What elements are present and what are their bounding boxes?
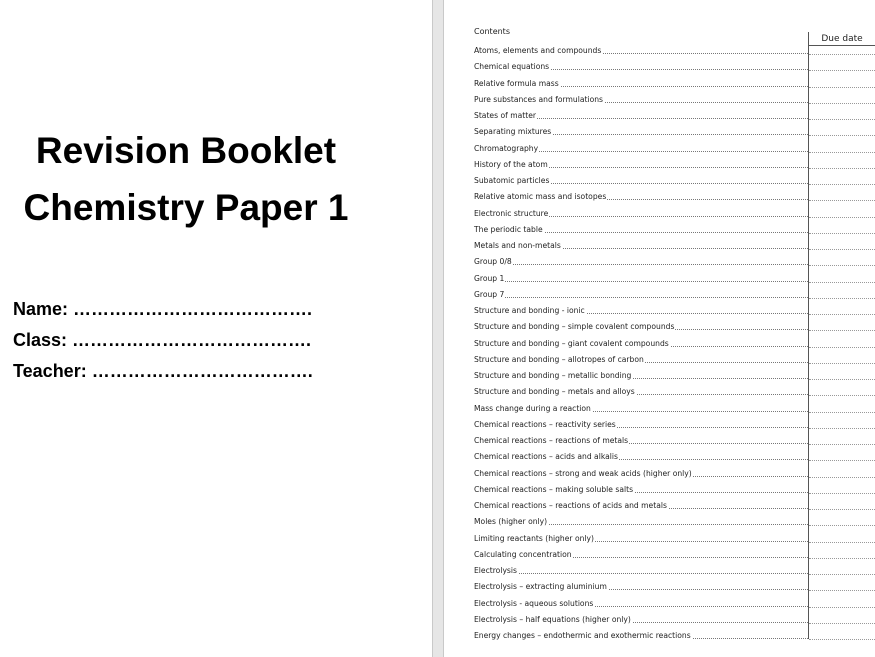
contents-item-label: Structure and bonding – simple covalent compounds	[474, 322, 675, 332]
contents-item-label: Chemical equations	[474, 62, 550, 72]
due-date-blank	[809, 168, 875, 169]
contents-item	[474, 290, 875, 300]
due-date-blank	[809, 525, 875, 526]
due-date-blank	[809, 119, 875, 120]
contents-item	[474, 436, 875, 446]
contents-item	[474, 225, 875, 235]
due-date-blank	[809, 103, 875, 104]
cover-title-line1: Revision Booklet	[35, 130, 337, 171]
due-date-blank	[809, 70, 875, 71]
due-date-blank	[809, 428, 875, 429]
contents-item-label: Moles (higher only)	[474, 517, 548, 527]
contents-item	[474, 599, 875, 609]
contents-item	[474, 469, 875, 479]
contents-item	[474, 274, 875, 284]
due-date-blank	[809, 379, 875, 380]
contents-item-label: Chemical reactions – reactions of acids and metals	[474, 501, 667, 510]
contents-item	[474, 452, 875, 462]
contents-item	[474, 144, 875, 154]
contents-item-label: Group 7	[474, 289, 505, 299]
teacher-field: Teacher: ……………………………….	[13, 361, 313, 381]
due-date-blank	[809, 460, 875, 461]
contents-item	[474, 631, 875, 641]
due-date-header: Due date	[808, 32, 875, 46]
due-date-blank	[809, 347, 875, 348]
due-date-blank	[809, 542, 875, 543]
contents-item-label: Chemical reactions – reactivity series	[474, 419, 616, 429]
due-date-blank	[809, 330, 875, 331]
contents-item	[474, 62, 875, 72]
due-date-blank	[809, 639, 875, 640]
due-date-blank	[809, 54, 875, 55]
dot-leader	[474, 297, 808, 298]
contents-item	[474, 111, 875, 121]
due-date-blank	[809, 135, 875, 136]
contents-item-label: Electrolysis – half equations (higher only)	[474, 614, 631, 624]
due-date-blank	[809, 314, 875, 315]
contents-item-label: Metals and non-metals	[474, 241, 561, 250]
contents-item	[474, 46, 875, 56]
contents-item-label: Limiting reactants (higher only)	[474, 533, 594, 543]
contents-item-label: States of matter	[474, 111, 537, 120]
contents-item-label: Energy changes – endothermic and exothermic reactions	[474, 631, 691, 640]
contents-item-label: Structure and bonding - ionic	[474, 306, 585, 315]
contents-item-label: Structure and bonding – metals and alloys	[474, 387, 635, 397]
contents-item	[474, 534, 875, 544]
contents-item-label: Chromatography	[474, 143, 539, 153]
due-date-blank	[809, 233, 875, 234]
contents-item-label: Subatomic particles	[474, 176, 550, 185]
cover-page	[0, 0, 432, 657]
contents-item-label: Atoms, elements and compounds	[474, 46, 602, 55]
contents-item	[474, 257, 875, 267]
due-date-blank	[809, 623, 875, 624]
due-date-blank	[809, 493, 875, 494]
contents-item	[474, 355, 875, 365]
contents-item	[474, 306, 875, 316]
due-date-blank	[809, 558, 875, 559]
contents-item	[474, 322, 875, 332]
due-date-blank	[809, 607, 875, 608]
contents-item	[474, 501, 875, 511]
contents-item-label: Electrolysis - aqueous solutions	[474, 598, 594, 608]
contents-heading: Contents	[474, 27, 510, 36]
class-field: Class: ………………………………….	[13, 330, 312, 350]
contents-item	[474, 371, 875, 381]
contents-item-label: Separating mixtures	[474, 127, 552, 137]
due-date-blank	[809, 444, 875, 445]
contents-item	[474, 241, 875, 251]
contents-item	[474, 209, 875, 219]
due-date-blank	[809, 217, 875, 218]
due-date-blank	[809, 249, 875, 250]
due-date-blank	[809, 590, 875, 591]
due-date-blank	[809, 298, 875, 299]
contents-item	[474, 387, 875, 397]
contents-item	[474, 404, 875, 414]
contents-item	[474, 517, 875, 527]
contents-item-label: Chemical reactions – reactions of metals	[474, 436, 629, 445]
contents-item	[474, 339, 875, 349]
page-gutter	[432, 0, 444, 657]
dot-leader	[474, 281, 808, 282]
contents-item	[474, 582, 875, 592]
contents-item	[474, 566, 875, 576]
due-date-blank	[809, 87, 875, 88]
due-date-blank	[809, 152, 875, 153]
contents-item	[474, 127, 875, 137]
contents-item	[474, 192, 875, 202]
cover-title-line2: Chemistry Paper 1	[23, 187, 349, 228]
contents-item	[474, 95, 875, 105]
due-date-blank	[809, 184, 875, 185]
due-date-blank	[809, 412, 875, 413]
contents-item-label: Group 0/8	[474, 257, 512, 267]
dot-leader	[474, 573, 808, 574]
due-date-blank	[809, 477, 875, 478]
contents-item-label: Relative atomic mass and isotopes	[474, 192, 607, 202]
due-date-blank	[809, 265, 875, 266]
contents-item-label: Structure and bonding – giant covalent compounds	[474, 338, 669, 348]
contents-item-label: Relative formula mass	[474, 78, 559, 88]
dot-leader	[474, 264, 808, 265]
contents-item	[474, 160, 875, 170]
contents-item-label: Group 1	[474, 273, 505, 283]
contents-item-label: Chemical reactions – acids and alkalis	[474, 452, 618, 462]
due-date-blank	[809, 363, 875, 364]
contents-item	[474, 485, 875, 495]
name-field: Name: ………………………………….	[13, 299, 313, 319]
due-date-blank	[809, 509, 875, 510]
contents-item-label: Structure and bonding – allotropes of carbon	[474, 354, 644, 364]
contents-item-label: Electronic structure	[474, 208, 549, 218]
due-date-blank	[809, 200, 875, 201]
contents-item-label: History of the atom	[474, 159, 548, 169]
contents-item	[474, 420, 875, 430]
due-date-blank	[809, 395, 875, 396]
contents-item-label: Structure and bonding – metallic bonding	[474, 371, 632, 380]
contents-item-label: Pure substances and formulations	[474, 94, 603, 104]
contents-item-label: Calculating concentration	[474, 549, 572, 559]
due-date-blank	[809, 574, 875, 575]
contents-item	[474, 176, 875, 186]
contents-item-label: Chemical reactions – strong and weak acids (higher only)	[474, 468, 692, 478]
due-date-blank	[809, 282, 875, 283]
contents-item-label: Electrolysis	[474, 566, 517, 575]
contents-item-label: Mass change during a reaction	[474, 403, 591, 413]
contents-page	[444, 0, 875, 657]
contents-item	[474, 615, 875, 625]
contents-item-label: The periodic table	[474, 224, 543, 234]
contents-item-label: Chemical reactions – making soluble salts	[474, 484, 634, 494]
contents-item	[474, 79, 875, 89]
contents-item-label: Electrolysis – extracting aluminium	[474, 582, 607, 592]
contents-item	[474, 550, 875, 560]
